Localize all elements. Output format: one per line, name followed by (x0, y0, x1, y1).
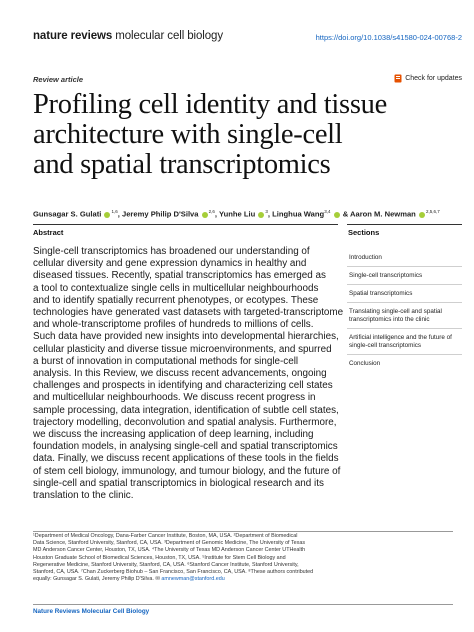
abstract-line: cellular plasticity and diverse tissue microenvironments, and spurred (33, 343, 332, 355)
author-name[interactable]: Gunsagar S. Gulati (33, 209, 102, 219)
footnote-line: Houston Graduate School of Biomedical Sciences, Houston, TX, USA. ⁵Institute for Stem Cell Biology and (33, 554, 286, 561)
footnote-line: Data Science, Stanford University, Stanford, CA, USA. ³Department of Genomic Medicine, The University of Texas (33, 540, 306, 547)
orcid-icon[interactable] (258, 212, 264, 218)
title-line: architecture with single-cell (33, 119, 343, 150)
abstract-line: analysis. In this Review, we discuss recent advancements, ongoing (33, 368, 327, 380)
journal-brand-bold: nature reviews (33, 30, 113, 42)
author-affiliation: 1,6 (111, 209, 118, 214)
abstract-line: Single-cell transcriptomics has broadened our understanding of (33, 246, 310, 257)
section-link-spatial[interactable]: Spatial transcriptomics (347, 285, 462, 303)
author-name[interactable]: Aaron M. Newman (350, 209, 416, 219)
abstract-rule (33, 224, 338, 225)
orcid-icon[interactable] (104, 212, 110, 218)
orcid-icon[interactable] (334, 212, 340, 218)
abstract-line: a burst of innovation in computational methods for single-cell (33, 355, 299, 367)
footnote-divider (33, 531, 453, 532)
abstract-line: foundation models, in analysing single-cell and spatial transcriptomics (33, 441, 338, 453)
sections-rule (347, 224, 462, 225)
author-affiliation: 3 (265, 209, 268, 214)
abstract-line: and to identify spatially recurrent phenotypes, or ecotypes. These (33, 294, 319, 306)
journal-footer[interactable]: Nature Reviews Molecular Cell Biology (33, 608, 150, 615)
abstract-line: cellular diversity and gene expression dynamics in healthy and (33, 258, 307, 270)
abstract-line: we discuss the increasing application of deep learning, including (33, 429, 314, 441)
check-updates-label: Check for updates (405, 75, 462, 82)
article-title (33, 90, 453, 180)
abstract-body (33, 246, 344, 502)
check-updates-icon (394, 74, 402, 83)
envelope-icon: ✉ (155, 576, 160, 583)
abstract-line: of stem cell biology, immunology, and tumour biology, and the future of (33, 465, 341, 477)
abstract-line: data. Finally, we discuss recent applications of these tools in the fields (33, 453, 339, 465)
abstract-line: technologies have generated vast datasets with targeted-transcriptome (33, 307, 344, 319)
author-list: Gunsagar S. Gulati $^{1,6}$, Jeremy Philip D'Silva $^{2,6}$, Yunhe Liu $^3$, Linghua Wang$^{3,4}$ & Aaron M. Newman $^{2,5,6,7}$ (33, 209, 440, 219)
section-link-conclusion[interactable]: Conclusion (349, 360, 381, 367)
sections-heading: Sections (348, 228, 380, 237)
abstract-line: translation to the clinic. (33, 490, 134, 502)
abstract-line: and multicellular neighbourhoods. We discuss recent progress in (33, 392, 316, 404)
author-affiliation: 2,6 (208, 209, 215, 214)
section-link-single-cell[interactable]: Single-cell transcriptomics (347, 267, 462, 285)
article-type-label: Review article (33, 75, 84, 84)
abstract-line: single-cell and spatial transcriptomics in biological research and its (33, 477, 324, 489)
doi-link[interactable]: https://doi.org/10.1038/s41580-024-00768-2 (315, 33, 462, 42)
orcid-icon[interactable] (419, 212, 425, 218)
section-link-clinic[interactable]: Translating single-cell and spatial transcriptomics into the clinic (347, 303, 462, 329)
footnote-line: Stanford, CA, USA. ⁷Chan Zuckerberg Biohub – San Francisco, San Francisco, CA, USA. ⁸These authors contributed (33, 569, 314, 576)
check-for-updates-button[interactable] (394, 74, 462, 83)
affiliations-footnote (33, 533, 443, 583)
sections-nav (347, 249, 462, 372)
title-line: and spatial transcriptomics (33, 149, 331, 180)
abstract-line: trajectory modelling, deconvolution and spatial analysis. Furthermore, (33, 416, 337, 428)
author-name[interactable]: Yunhe Liu (218, 209, 256, 219)
footer-divider (33, 604, 453, 605)
corresponding-email-link[interactable]: amnewman@stanford.edu (161, 576, 225, 583)
footnote-equal-contribution: equally: Gunsagar S. Gulati, Jeremy Philip D'Silva. (33, 576, 154, 583)
footnote-line: MD Anderson Cancer Center, Houston, TX, USA. ⁴The University of Texas MD Anderson Cancer Center UTHealth (33, 547, 306, 554)
orcid-icon[interactable] (202, 212, 208, 218)
title-line: Profiling cell identity and tissue (33, 89, 387, 120)
abstract-line: a tool to contextualize single cells in multicellular neighbourhoods (33, 282, 319, 294)
section-link-ai[interactable]: Artificial intelligence and the future of single-cell transcriptomics (347, 329, 462, 355)
abstract-line: sample processing, data integration, identification of subtle cell states, (33, 404, 339, 416)
author-affiliation: 2,5,6,7 (425, 209, 440, 214)
abstract-heading: Abstract (33, 228, 64, 237)
abstract-line: diseased tissues. Recently, spatial transcriptomics has emerged as (33, 270, 326, 282)
footnote-line: ¹Department of Medical Oncology, Dana-Farber Cancer Institute, Boston, MA, USA. ²Department of Biomedical (33, 533, 298, 539)
footnote-line (33, 576, 443, 583)
abstract-line: challenges and prospects in identifying and characterizing cell states (33, 380, 333, 392)
section-link-introduction[interactable]: Introduction (347, 249, 462, 267)
journal-brand-light: molecular cell biology (115, 30, 223, 42)
author-name[interactable]: Jeremy Philip D'Silva (121, 209, 199, 219)
author-name[interactable]: Linghua Wang (272, 209, 325, 219)
abstract-line: Such data have provided new insights into developmental hierarchies, (33, 331, 339, 343)
author-affiliation: 3,4 (324, 209, 331, 214)
journal-masthead[interactable] (33, 30, 223, 42)
abstract-line: and whole-transcriptome profiles of hundreds to millions of cells. (33, 319, 314, 331)
footnote-line: Regenerative Medicine, Stanford University, Stanford, CA, USA. ⁶Stanford Cancer Institute, Stanford University, (33, 561, 299, 568)
